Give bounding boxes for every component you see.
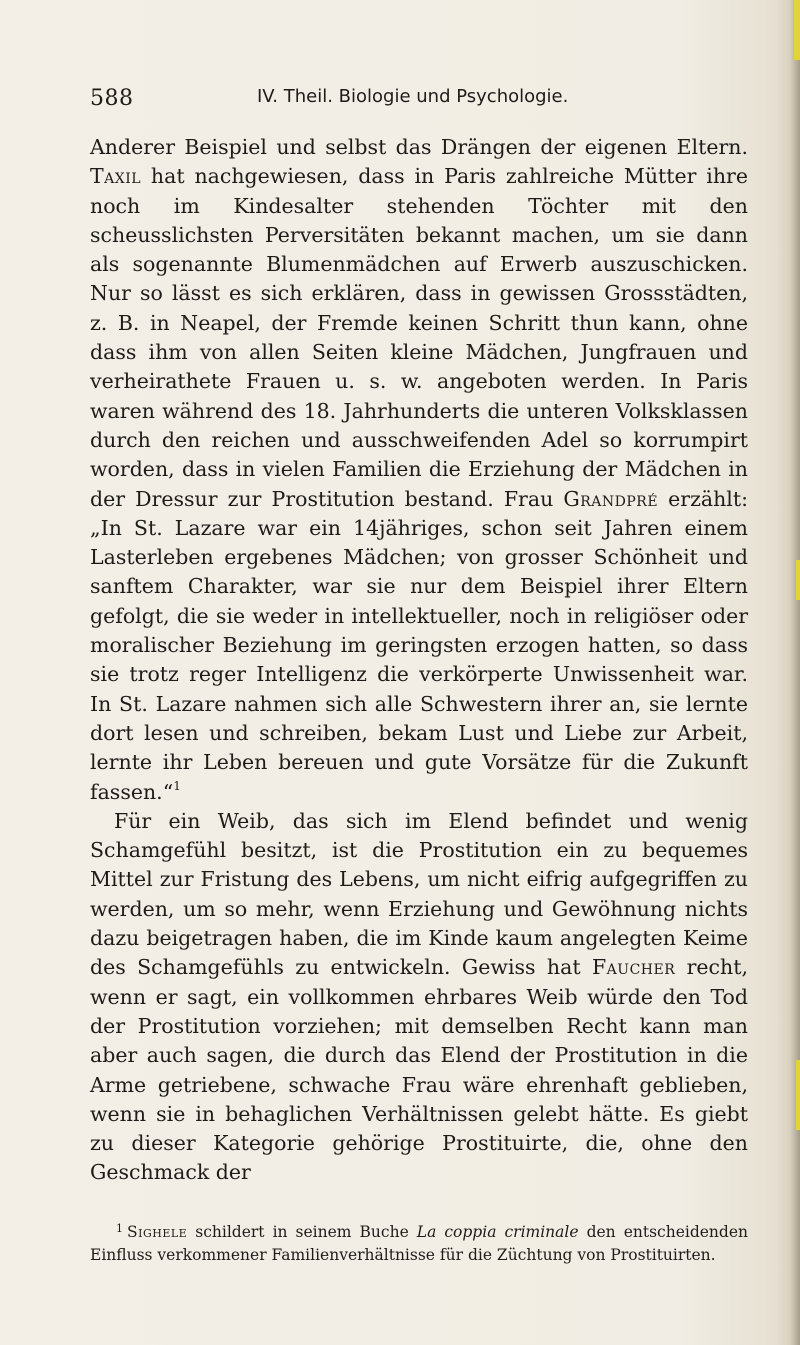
footnote-reference: 1 bbox=[173, 778, 181, 793]
paragraph bbox=[90, 807, 748, 1188]
footnotes bbox=[90, 1221, 748, 1267]
page-edge-tab bbox=[796, 1060, 800, 1130]
paragraph bbox=[90, 133, 748, 807]
author-name: Faucher bbox=[591, 955, 676, 980]
text-run: recht, wenn er sagt, ein vollkommen ehrbares Weib würde den Tod der Prostitution vorziehen; mit demselben Recht kann man aber auch sagen, die durch das Elend der Prostitution in die Arme getriebene, schwache Frau wäre ehrenhaft geblieben, wenn sie in behaglichen Verhältnissen gelebt hätte. Es giebt zu dieser Kategorie gehörige Prostituirte, die, ohne den Geschmack der bbox=[90, 955, 748, 1185]
text-run: den entscheidenden Einfluss verkommener Familienverhältnisse für die Züchtung von Prostituirten. bbox=[90, 1223, 748, 1264]
author-name: Sighele bbox=[127, 1223, 188, 1241]
footnote-mark: 1 bbox=[116, 1222, 123, 1235]
text-run: Für ein Weib, das sich im Elend befindet und wenig Schamgefühl besitzt, ist die Prostitution ein zu bequemes Mittel zur Fristung des Lebens, um nicht eifrig aufgegriffen zu werden, um so mehr, wenn Erziehung und Gewöhnung nichts dazu beigetragen haben, die im Kinde kaum angelegten Keime des Schamgefühls zu entwickeln. Gewiss hat bbox=[90, 808, 748, 980]
text-run: Anderer Beispiel und selbst das Drängen der eigenen Eltern. bbox=[90, 135, 748, 159]
page-header bbox=[90, 86, 750, 116]
text-run: hat nachgewiesen, dass in Paris zahlreiche Mütter ihre noch im Kindesalter stehenden Töchter mit den scheusslichsten Perversitäten bekannt machen, um sie dann als sogenannte Blumenmädchen auf Erwerb auszuschicken. Nur so lässt es sich erklären, dass in gewissen Grossstädten, z. B. in Neapel, der Fremde keinen Schritt thun kann, ohne dass ihm von allen Seiten kleine Mädchen, Jungfrauen und verheirathete Frauen u. s. w. angeboten werden. In Paris waren während des 18. Jahrhunderts die unteren Volksklassen durch den reichen und ausschweifenden Adel so korrumpirt worden, dass in vielen Familien die Erziehung der Mädchen in der Dressur zur Prostitution bestand. Frau bbox=[90, 164, 748, 511]
footnote bbox=[90, 1221, 748, 1267]
text-run: erzählt: „In St. Lazare war ein 14jähriges, schon seit Jahren einem Lasterleben ergebenes Mädchen; von grosser Schönheit und sanftem Charakter, war sie nur dem Beispiel ihrer Eltern gefolgt, die sie weder in intellektueller, noch in religiöser oder moralischer Beziehung im geringsten erzogen hatten, so dass sie trotz reger Intelligenz die verkörperte Unwissenheit war. In St. Lazare nahmen sich alle Schwestern ihrer an, sie lernte dort lesen und schreiben, bekam Lust und Liebe zur Arbeit, lernte ihr Leben bereuen und gute Vorsätze für die Zukunft fassen.“ bbox=[90, 486, 749, 804]
text-run: La coppia criminale bbox=[416, 1223, 579, 1241]
page-edge-shadow bbox=[790, 0, 800, 1345]
text-run: schildert in seinem Buche bbox=[187, 1223, 417, 1241]
body-text bbox=[90, 133, 748, 1188]
page-edge-tab bbox=[794, 0, 800, 60]
author-name: Grandpré bbox=[563, 486, 659, 511]
running-head: IV. Theil. Biologie und Psychologie. bbox=[257, 86, 569, 107]
page-edge-tab bbox=[796, 560, 800, 600]
author-name: Taxil bbox=[90, 164, 142, 189]
page-number: 588 bbox=[90, 86, 134, 111]
